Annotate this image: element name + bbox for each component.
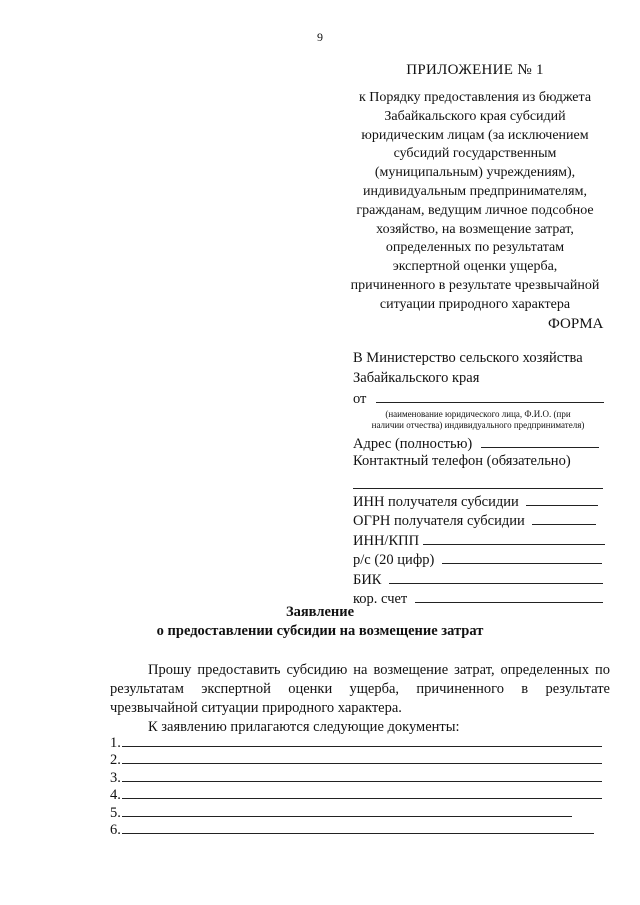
bik-field[interactable] xyxy=(389,569,603,584)
innkpp-label: ИНН/КПП xyxy=(353,532,420,549)
document-number: 4. xyxy=(110,787,121,804)
addressee-block xyxy=(353,349,623,608)
appendix-line: причиненного в результате чрезвычайной xyxy=(350,277,600,293)
phone-field[interactable] xyxy=(353,472,603,489)
appendix-line: экспертной оценки ущерба, xyxy=(392,259,558,275)
from-label: от xyxy=(353,391,367,407)
note-line: наличии отчества) индивидуального предпринимателя) xyxy=(371,419,585,430)
address-row xyxy=(353,433,623,453)
document-item xyxy=(110,733,610,750)
document-number: 5. xyxy=(110,804,121,821)
inn-label: ИНН получателя субсидии xyxy=(353,493,519,510)
account-field[interactable] xyxy=(442,549,602,564)
appendix-line: ситуации природного характера xyxy=(379,296,571,312)
form-label: ФОРМА xyxy=(548,316,604,332)
document-field[interactable] xyxy=(122,785,602,799)
inn-field[interactable] xyxy=(526,491,598,506)
account-row xyxy=(353,549,623,569)
documents-list xyxy=(110,733,610,837)
appendix-line: гражданам, ведущим личное подсобное xyxy=(356,202,594,218)
page-number: 9 xyxy=(317,30,323,44)
from-row xyxy=(353,388,623,408)
address-label: Адрес (полностью) xyxy=(353,435,473,452)
document-field[interactable] xyxy=(122,820,594,834)
account-label: р/с (20 цифр) xyxy=(353,552,435,568)
from-field[interactable] xyxy=(376,388,604,403)
document-number: 1. xyxy=(110,735,121,751)
appendix-title: ПРИЛОЖЕНИЕ № 1 xyxy=(406,62,544,78)
bik-row xyxy=(353,569,623,589)
document-field[interactable] xyxy=(122,768,602,782)
document-number: 2. xyxy=(110,752,121,769)
appendix-line: хозяйство, на возмещение затрат, xyxy=(376,221,574,237)
document-item xyxy=(110,820,610,837)
appendix-line: субсидий государственным xyxy=(393,146,557,162)
document-number: 3. xyxy=(110,769,121,786)
appendix-line: к Порядку предоставления из бюджета xyxy=(358,90,592,105)
document-field[interactable] xyxy=(122,733,602,747)
innkpp-field[interactable] xyxy=(423,530,605,545)
document-item xyxy=(110,803,610,820)
document-item xyxy=(110,768,610,785)
ogrn-label: ОГРН получателя субсидии xyxy=(353,513,525,529)
inn-row xyxy=(353,491,623,511)
appendix-line: (муниципальным) учреждениям), xyxy=(374,165,576,181)
statement-subtitle-line: о предоставлении субсидии на возмещение затрат xyxy=(156,623,484,639)
appendix-description xyxy=(330,89,620,315)
appendix-line: индивидуальным предпринимателям, xyxy=(363,183,587,199)
documents-intro: К заявлению прилагаются следующие документы: xyxy=(148,719,460,735)
innkpp-row xyxy=(353,530,623,550)
document-item xyxy=(110,785,610,802)
phone-label: Контактный телефон (обязательно) xyxy=(353,453,571,469)
document-number: 6. xyxy=(110,821,121,838)
note-line: (наименование юридического лица, Ф.И.О. (при xyxy=(385,408,571,419)
ogrn-row xyxy=(353,510,623,530)
statement-title-line: Заявление xyxy=(285,604,355,620)
addressee-ministry-line: В Министерство сельского хозяйства xyxy=(353,350,583,366)
ogrn-field[interactable] xyxy=(532,510,596,525)
statement-body xyxy=(110,661,610,737)
document-field[interactable] xyxy=(122,803,572,817)
corr-account-label: кор. счет xyxy=(353,591,408,607)
statement-title xyxy=(0,603,640,641)
appendix-line: Забайкальского края субсидий xyxy=(384,108,566,124)
address-field[interactable] xyxy=(481,433,599,448)
appendix-line: юридическим лицам (за исключением xyxy=(361,127,589,143)
corr-account-field[interactable] xyxy=(415,588,603,603)
request-paragraph: Прошу предоставить субсидию на возмещение затрат, определенных по результатам экспертной оценки ущерба, причиненного в результате чрезвычайной ситуации природного характера. xyxy=(110,662,610,716)
appendix-line: определенных по результатам xyxy=(385,240,565,256)
bik-label: БИК xyxy=(353,571,382,588)
from-field-note xyxy=(353,409,603,431)
document-field[interactable] xyxy=(122,750,602,764)
addressee-region-line: Забайкальского края xyxy=(353,369,480,386)
phone-row xyxy=(353,452,623,472)
document-item xyxy=(110,750,610,767)
